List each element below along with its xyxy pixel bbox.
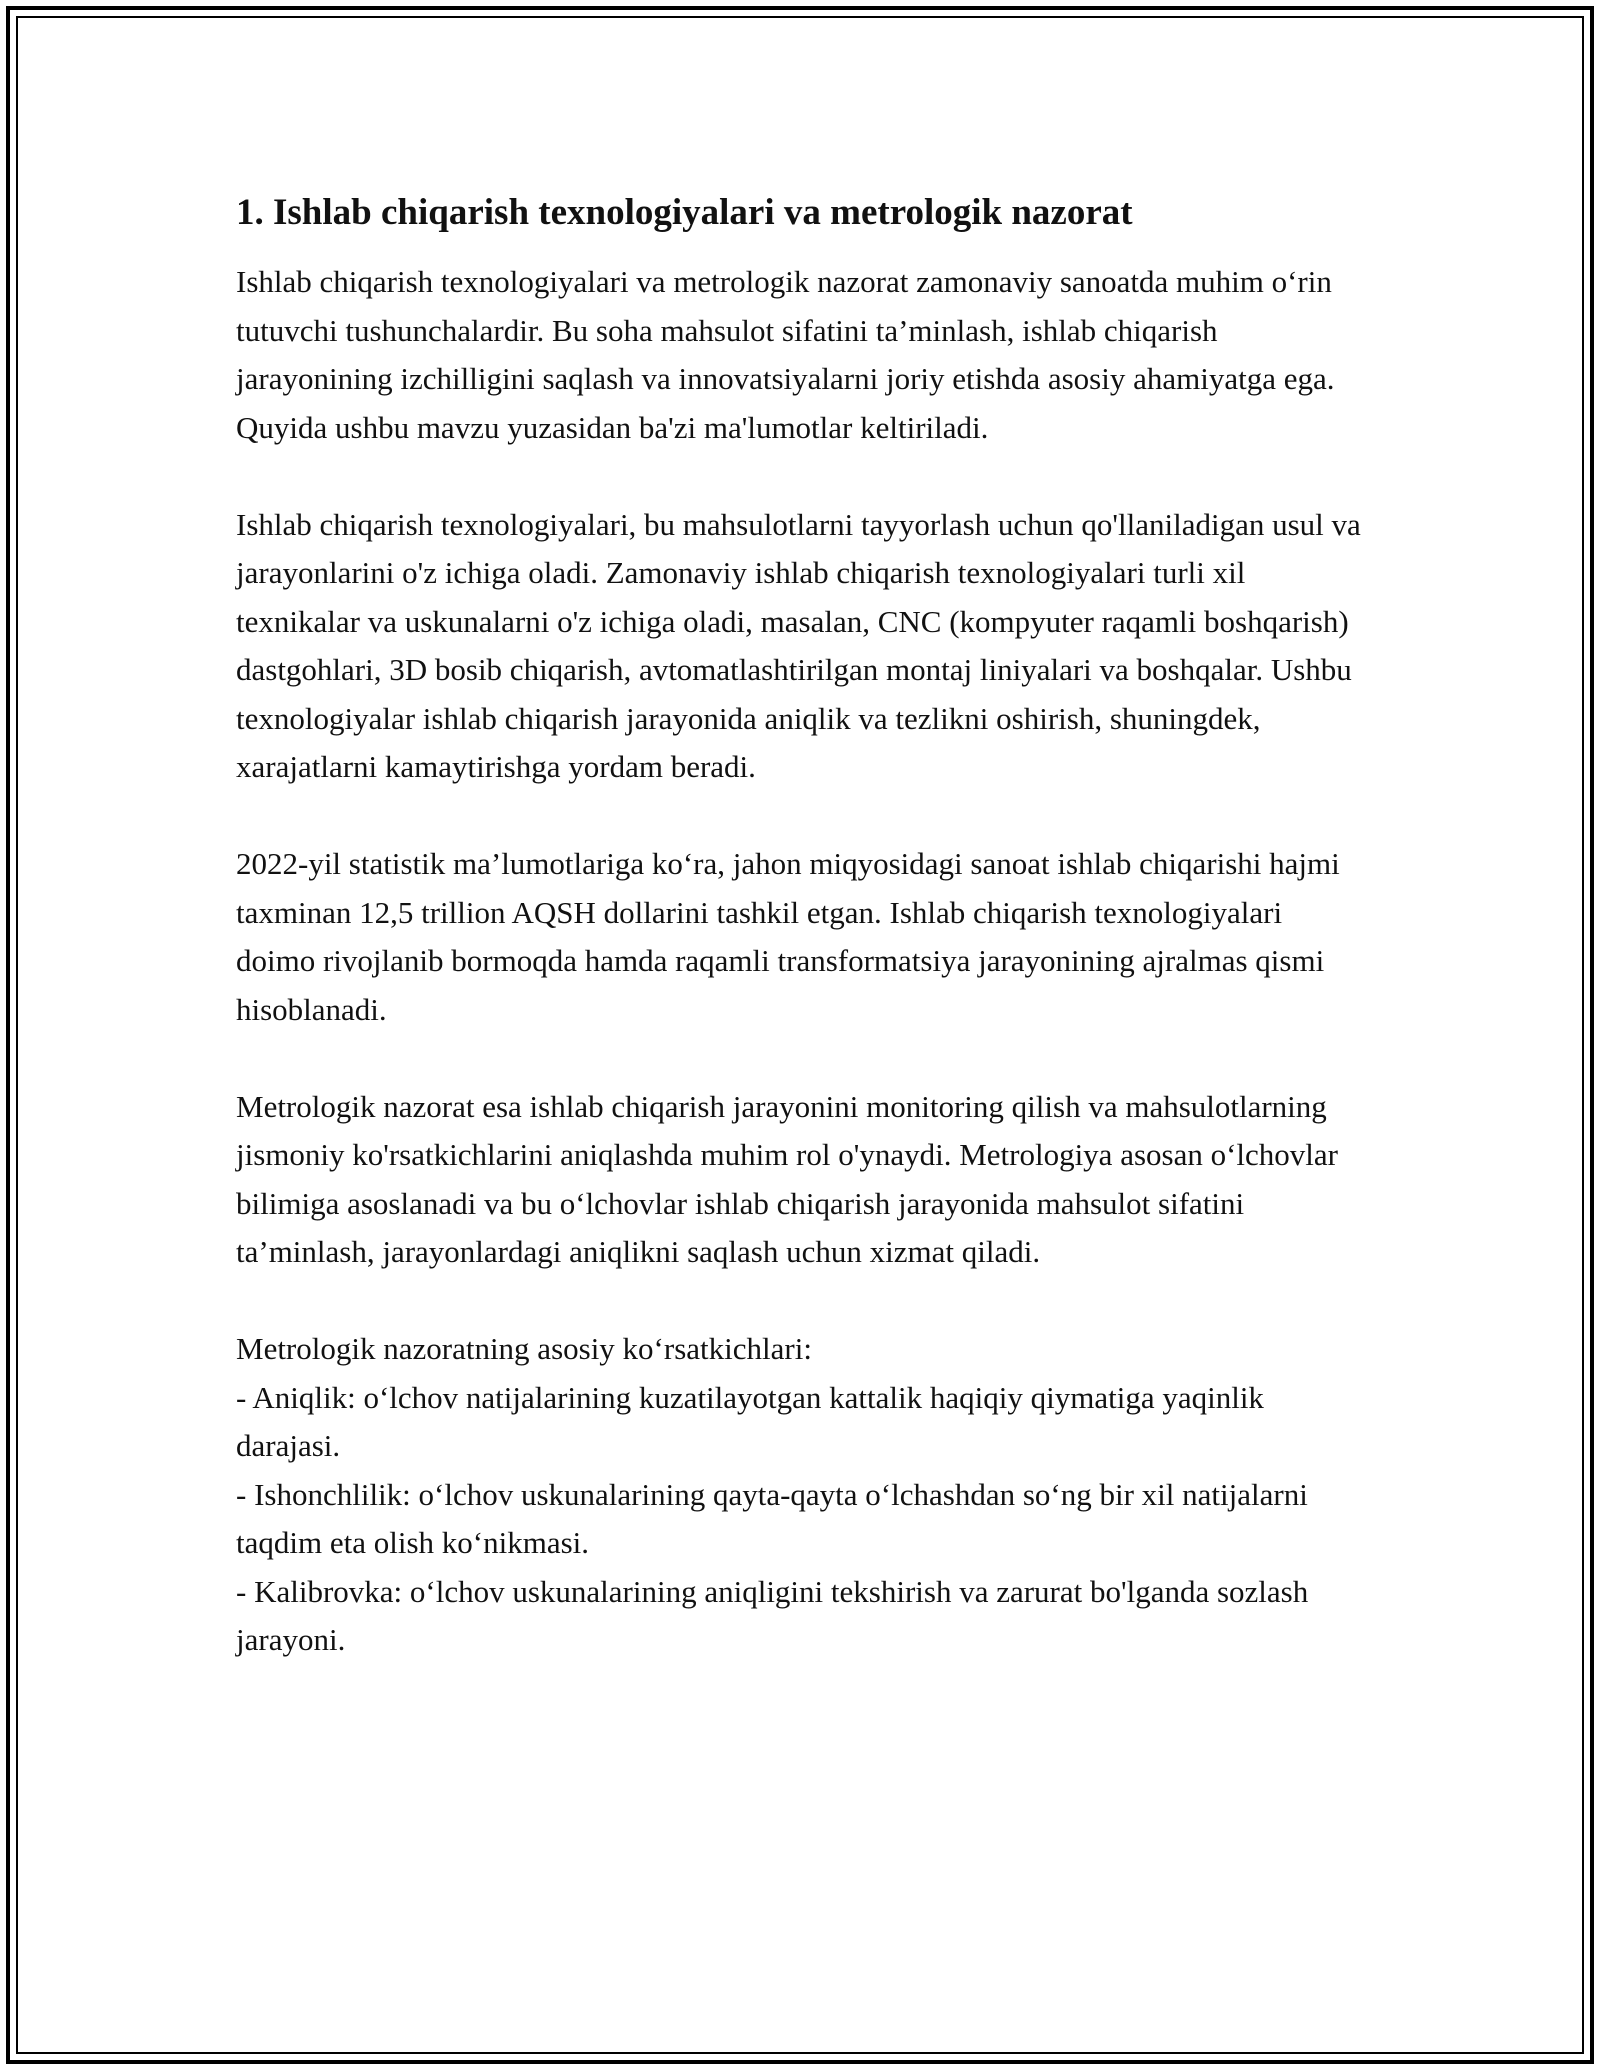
paragraph-technologies: Ishlab chiqarish texnologiyalari, bu mahsulotlarni tayyorlash uchun qo'llaniladigan usul va jarayonlarini o'z ichiga oladi. Zamonaviy ishlab chiqarish texnologiyalari turli xil texnikalar va uskunalarni o'z ichiga oladi, masalan, CNC (kompyuter raqamli boshqarish) dastgohlari, 3D bosib chiqarish, avtomatlashtirilgan montaj liniyalari va boshqalar. Ushbu texnologiyalar ishlab chiqarish jarayonida aniqlik va tezlikni oshirish, shuningdek, xarajatlarni kamaytirishga yordam beradi. xyxy=(236,506,1361,784)
list-item: - Aniqlik: o‘lchov natijalarining kuzatilayotgan kattalik haqiqiy qiymatiga yaqinlik darajasi. xyxy=(236,1379,1264,1463)
indicators-list xyxy=(236,1325,1366,1665)
paragraph-metrology: Metrologik nazorat esa ishlab chiqarish jarayonini monitoring qilish va mahsulotlarning jismoniy ko'rsatkichlarini aniqlashda muhim rol o'ynaydi. Metrologiya asosan o‘lchovlar bilimiga asoslanadi va bu o‘lchovlar ishlab chiqarish jarayonida mahsulot sifatini ta’minlash, jarayonlardagi aniqlikni saqlash uchun xizmat qiladi. xyxy=(236,1088,1338,1269)
list-item: - Kalibrovka: o‘lchov uskunalarining aniqligini tekshirish va zarurat bo'lganda sozlash jarayoni. xyxy=(236,1573,1309,1657)
document-body xyxy=(236,186,1366,1665)
indicators-list-heading: Metrologik nazoratning asosiy ko‘rsatkichlari: xyxy=(236,1331,812,1366)
paragraph-intro: Ishlab chiqarish texnologiyalari va metrologik nazorat zamonaviy sanoatda muhim o‘rin tutuvchi tushunchalardir. Bu soha mahsulot sifatini ta’minlash, ishlab chiqarish jarayonining izchilligini saqlash va innovatsiyalarni joriy etishda asosiy ahamiyatga ega. Quyida ushbu mavzu yuzasidan ba'zi ma'lumotlar keltiriladi. xyxy=(236,264,1335,445)
list-item: - Ishonchlilik: o‘lchov uskunalarining qayta-qayta o‘lchashdan so‘ng bir xil natijalarni taqdim eta olish ko‘nikmasi. xyxy=(236,1476,1308,1560)
paragraph-statistics: 2022-yil statistik ma’lumotlariga ko‘ra, jahon miqyosidagi sanoat ishlab chiqarishi hajmi taxminan 12,5 trillion AQSH dollarini tashkil etgan. Ishlab chiqarish texnologiyalari doimo rivojlanib bormoqda hamda raqamli transformatsiya jarayonining ajralmas qismi hisoblanadi. xyxy=(236,846,1340,1027)
section-title: 1. Ishlab chiqarish texnologiyalari va metrologik nazorat xyxy=(236,192,1133,233)
